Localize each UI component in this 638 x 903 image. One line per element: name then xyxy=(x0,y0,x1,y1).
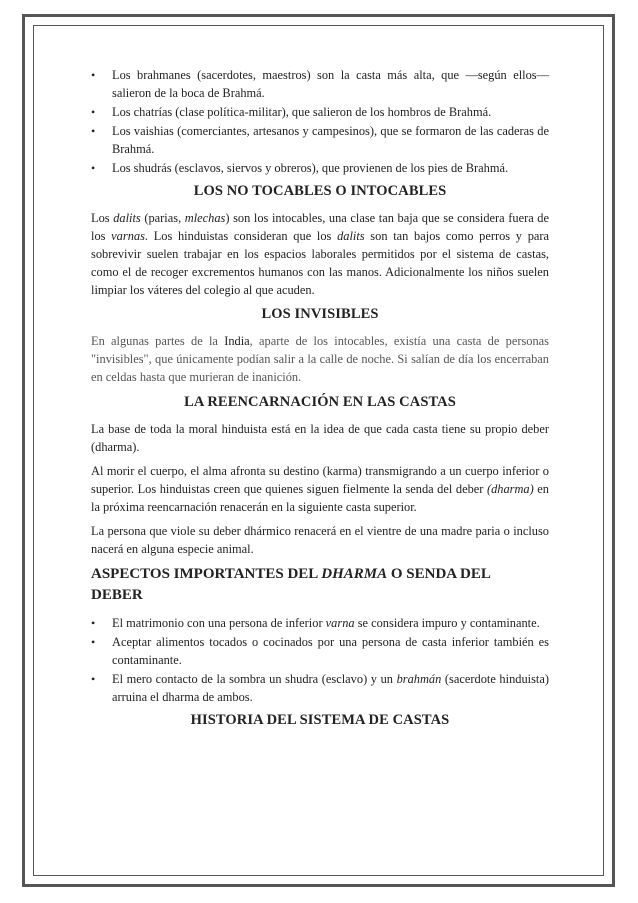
section-heading-reencarnacion: LA REENCARNACIÓN EN LAS CASTAS xyxy=(184,394,456,410)
bullet-icon: • xyxy=(91,124,96,138)
list-item: • El matrimonio con una persona de inferior varna se considera impuro y contaminante. xyxy=(91,616,540,630)
document-content xyxy=(91,66,549,738)
section-heading-historia: HISTORIA DEL SISTEMA DE CASTAS xyxy=(190,712,450,728)
list-item: • Los chatrías (clase política-militar), que salieron de los hombros de Brahmá. xyxy=(91,105,492,119)
section-heading-invisibles: LOS INVISIBLES xyxy=(261,306,379,322)
caste-list xyxy=(91,66,549,177)
bullet-icon: • xyxy=(91,635,96,649)
list-item: • Aceptar alimentos tocados o cocinados por una persona de casta inferior también es contaminante. xyxy=(91,635,549,667)
india-link-text: India xyxy=(224,334,250,348)
reencarnacion-paragraph-2: Al morir el cuerpo, el alma afronta su destino (karma) transmigrando a un cuerpo inferior o superior. Los hinduistas creen que quienes siguen fielmente la senda del deber (dharma) en la próxima reencarnación renacerán en la siguiente casta superior. xyxy=(91,464,549,514)
reencarnacion-paragraph-3: La persona que viole su deber dhármico renacerá en el vientre de una madre paria o incluso nacerá en alguna especie animal. xyxy=(91,524,549,556)
bullet-icon: • xyxy=(91,672,96,686)
section-heading-intocables: LOS NO TOCABLES O INTOCABLES xyxy=(193,183,447,199)
bullet-icon: • xyxy=(91,616,96,630)
list-item: • Los brahmanes (sacerdotes, maestros) son la casta más alta, que —según ellos— salieron de la boca de Brahmá. xyxy=(91,68,549,100)
invisibles-paragraph: En algunas partes de la India, aparte de los intocables, existía una casta de personas "invisibles", que únicamente podían salir a la calle de noche. Si salían de día los encerraban en celdas hasta que murieran de inanición. xyxy=(91,334,550,384)
intocables-paragraph: Los dalits (parias, mlechas) son los intocables, una clase tan baja que se considera fuera de los varnas. Los hinduistas consideran que los dalits son tan bajos como perros y para sobrevivir suelen trabajar en los espacios laborales permitidos por el sistema de castas, como el de recoger excrementos humanos con las manos. Adicionalmente los niños suelen limpiar los váteres del colegio al que acuden. xyxy=(91,211,550,297)
dharma-list xyxy=(91,614,549,706)
section-heading-dharma: ASPECTOS IMPORTANTES DEL DHARMA O SENDA DEL DEBER xyxy=(91,566,491,603)
list-item: • Los shudrás (esclavos, siervos y obreros), que provienen de los pies de Brahmá. xyxy=(91,161,509,175)
list-item: • Los vaishias (comerciantes, artesanos y campesinos), que se formaron de las caderas de Brahmá. xyxy=(91,124,549,156)
list-item: • El mero contacto de la sombra un shudra (esclavo) y un brahmán (sacerdote hinduista) arruina el dharma de ambos. xyxy=(91,672,549,704)
reencarnacion-paragraph-1: La base de toda la moral hinduista está en la idea de que cada casta tiene su propio deber (dharma). xyxy=(91,422,549,454)
bullet-icon: • xyxy=(91,68,96,82)
bullet-icon: • xyxy=(91,105,96,119)
bullet-icon: • xyxy=(91,161,96,175)
